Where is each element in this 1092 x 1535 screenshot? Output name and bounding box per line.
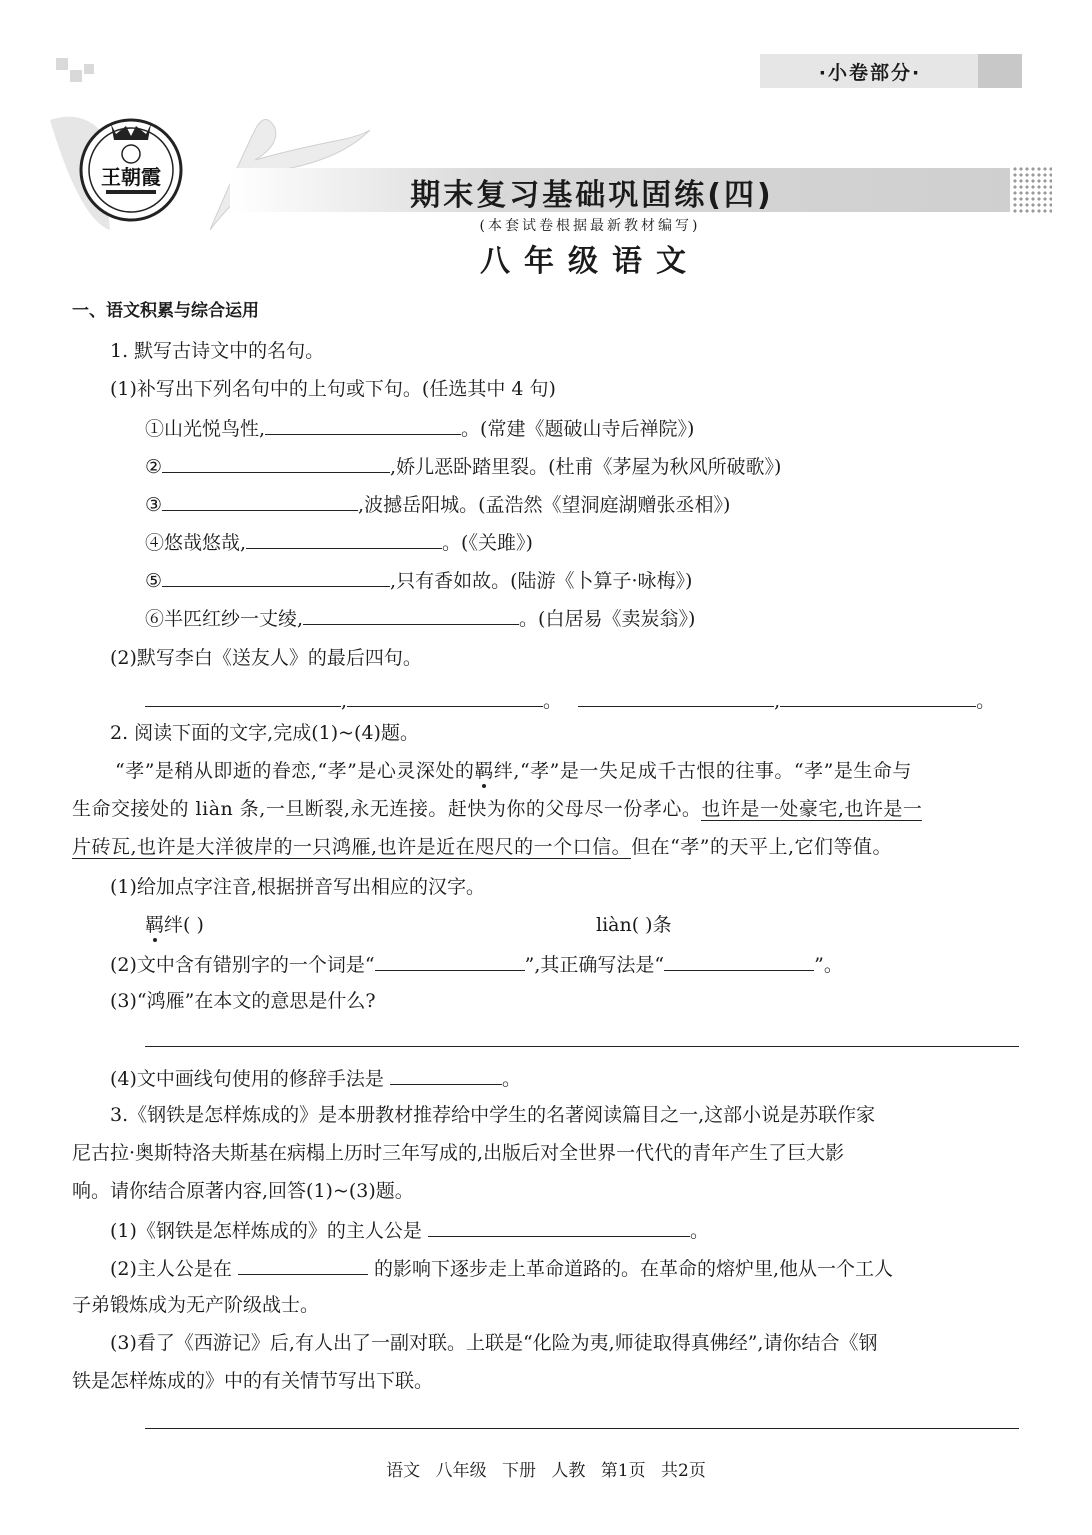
page-footer: 语文 八年级 下册 人教 第1页 共2页	[386, 1461, 706, 1481]
question-3-text: 铁是怎样炼成的》中的有关情节写出下联。	[72, 1370, 434, 1392]
poem-answer-line: , 。 , 。	[145, 686, 995, 714]
answer-blank[interactable]	[265, 414, 461, 435]
publisher-seal	[76, 112, 186, 222]
dot-pattern	[1012, 166, 1052, 214]
question-3-part-3: (3)看了《西游记》后,有人出了一副对联。上联是“化险为夷,师徒取得真佛经”,请你结合《钢	[110, 1332, 878, 1354]
verse-item: ② ,娇儿恶卧踏里裂。(杜甫《茅屋为秋风所破歌》)	[145, 452, 781, 480]
svg-text:王朝霞: 王朝霞	[101, 165, 161, 189]
pinyin-blank-a: 羁绊( )	[145, 914, 204, 936]
answer-blank[interactable]	[162, 452, 390, 473]
page-subtitle: (本套试卷根据最新教材编写)	[479, 218, 701, 234]
answer-blank[interactable]	[375, 950, 525, 971]
answer-blank[interactable]	[162, 566, 390, 587]
verse-item: ③ ,波撼岳阳城。(孟浩然《望洞庭湖赠张丞相》)	[145, 490, 730, 518]
question-3-text: 响。请你结合原著内容,回答(1)~(3)题。	[72, 1180, 414, 1202]
answer-blank[interactable]	[664, 950, 814, 971]
question-2-part-1: (1)给加点字注音,根据拼音写出相应的汉字。	[110, 876, 485, 898]
verse-item: ④悠哉悠哉, 。(《关雎》)	[145, 528, 533, 556]
question-1-part-2: (2)默写李白《送友人》的最后四句。	[110, 647, 422, 669]
answer-blank[interactable]	[162, 490, 358, 511]
answer-blank[interactable]	[246, 528, 442, 549]
underlined-sentence: 片砖瓦,也许是大洋彼岸的一只鸿雁,也许是近在咫尺的一个口信。	[72, 836, 632, 858]
page-title: 期末复习基础巩固练(四)	[410, 178, 774, 213]
pinyin-blank-b: liàn( )条	[596, 914, 672, 936]
question-3-text: 3.《钢铁是怎样炼成的》是本册教材推荐给中学生的名著阅读篇目之一,这部小说是苏联作家	[110, 1104, 876, 1126]
question-3-part-1: (1)《钢铁是怎样炼成的》的主人公是 。	[110, 1216, 709, 1244]
corner-square	[56, 58, 68, 70]
question-2-part-4: (4)文中画线句使用的修辞手法是 。	[110, 1064, 521, 1092]
passage-line: 生命交接处的 liàn 条,一旦断裂,永无连接。赶快为你的父母尽一份孝心。也许是一处豪宅,也许是一	[72, 798, 923, 820]
answer-blank[interactable]	[390, 1064, 502, 1085]
answer-blank[interactable]	[578, 686, 774, 707]
question-1-part-1: (1)补写出下列名句中的上句或下句。(任选其中 4 句)	[110, 378, 556, 400]
answer-blank[interactable]	[428, 1216, 690, 1237]
verse-item: ⑤ ,只有香如故。(陆游《卜算子·咏梅》)	[145, 566, 692, 594]
section-heading: 一、语文积累与综合运用	[72, 301, 259, 321]
question-3-part-2: (2)主人公是在 的影响下逐步走上革命道路的。在革命的熔炉里,他从一个工人	[110, 1254, 893, 1282]
answer-blank[interactable]	[347, 686, 543, 707]
answer-blank[interactable]	[238, 1254, 368, 1275]
answer-line[interactable]	[145, 1428, 1019, 1429]
answer-blank[interactable]	[303, 604, 519, 625]
grade-subject: 八年级语文	[480, 244, 700, 279]
passage-line: “孝”是稍从即逝的眷恋,“孝”是心灵深处的羁绊,“孝”是一失足成千古恨的往事。“孝”是生命与	[115, 760, 912, 782]
answer-line[interactable]	[145, 1046, 1019, 1047]
corner-square	[84, 64, 94, 74]
section-tab-label: ·小卷部分·	[818, 62, 922, 84]
passage-line: 片砖瓦,也许是大洋彼岸的一只鸿雁,也许是近在咫尺的一个口信。但在“孝”的天平上,它们等值。	[72, 836, 893, 858]
question-3-text: 尼古拉·奥斯特洛夫斯基在病榻上历时三年写成的,出版后对全世界一代代的青年产生了巨大影	[72, 1142, 845, 1164]
answer-blank[interactable]	[145, 686, 341, 707]
question-1-stem: 1. 默写古诗文中的名句。	[110, 340, 325, 362]
answer-blank[interactable]	[780, 686, 976, 707]
verse-item: ①山光悦鸟性, 。(常建《题破山寺后禅院》)	[145, 414, 694, 442]
question-2-stem: 2. 阅读下面的文字,完成(1)~(4)题。	[110, 722, 419, 744]
question-2-part-2: (2)文中含有错别字的一个词是“ ”,其正确写法是“ ”。	[110, 950, 843, 978]
underlined-sentence: 也许是一处豪宅,也许是一	[701, 798, 923, 820]
corner-square	[70, 70, 82, 82]
question-3-text: 子弟锻炼成为无产阶级战士。	[72, 1294, 320, 1316]
question-2-part-3: (3)“鸿雁”在本文的意思是什么?	[110, 990, 376, 1012]
verse-item: ⑥半匹红纱一丈绫, 。(白居易《卖炭翁》)	[145, 604, 695, 632]
